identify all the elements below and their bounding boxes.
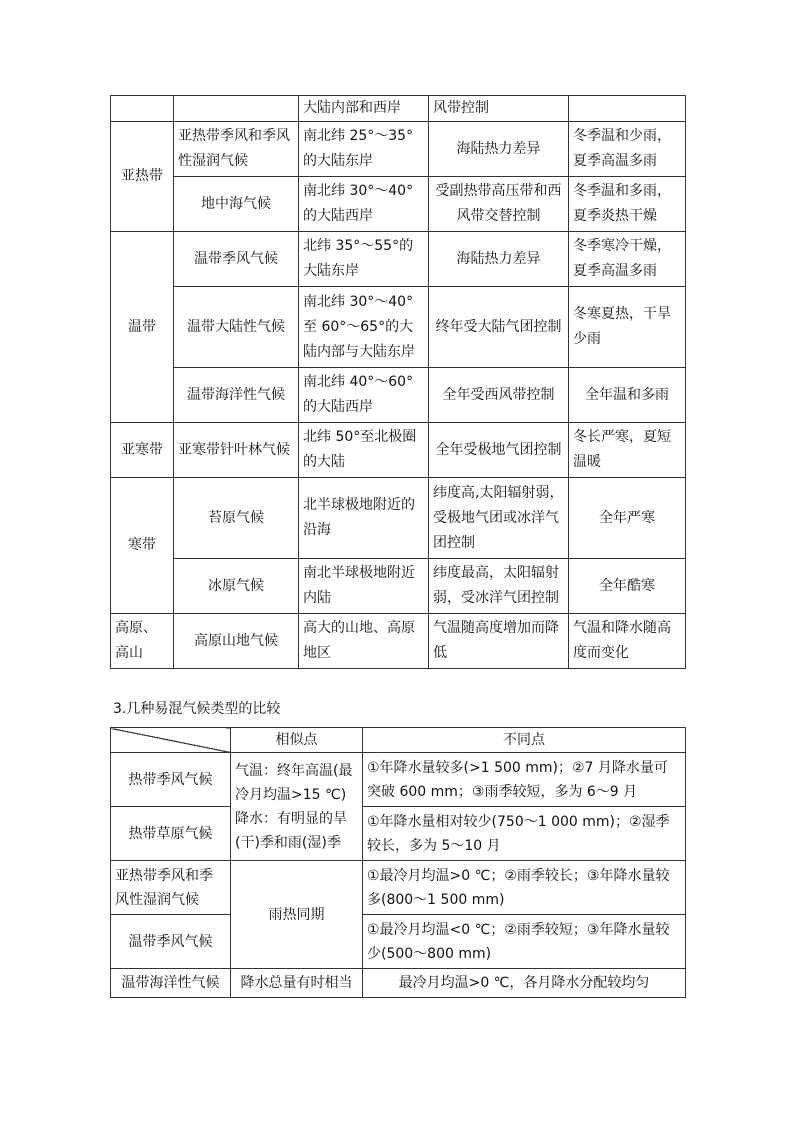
climate-cause: 全年受西风带控制 bbox=[429, 368, 569, 423]
table-cell: 风带控制 bbox=[429, 96, 569, 122]
table-row bbox=[111, 969, 686, 998]
column-header-different: 不同点 bbox=[363, 728, 686, 753]
climate-features: 冬季温和多雨，夏季炎热干燥 bbox=[569, 177, 686, 232]
table-row bbox=[111, 807, 686, 861]
climate-name: 温带海洋性气候 bbox=[174, 368, 299, 423]
climate-features: 全年严寒 bbox=[569, 478, 686, 559]
climate-distribution: 南北纬 40°～60°的大陆西岸 bbox=[299, 368, 429, 423]
climate-features: 全年温和多雨 bbox=[569, 368, 686, 423]
table-row bbox=[111, 478, 686, 559]
climate-name: 亚热带季风和季风性湿润气候 bbox=[111, 861, 231, 915]
climate-features: 全年酷寒 bbox=[569, 559, 686, 614]
climate-name: 亚热带季风和季风性湿润气候 bbox=[174, 122, 299, 177]
climate-cause: 全年受极地气团控制 bbox=[429, 423, 569, 478]
climate-cause: 受副热带高压带和西风带交替控制 bbox=[429, 177, 569, 232]
climate-distribution: 南北半球极地附近内陆 bbox=[299, 559, 429, 614]
climate-types-table bbox=[110, 95, 686, 669]
different-points: ①年降水量相对较少(750～1 000 mm)；②湿季较长，多为 5～10 月 bbox=[363, 807, 686, 861]
table-row bbox=[111, 559, 686, 614]
climate-name: 热带草原气候 bbox=[111, 807, 231, 861]
climate-cause: 纬度最高，太阳辐射弱，受冰洋气团控制 bbox=[429, 559, 569, 614]
climate-name: 冰原气候 bbox=[174, 559, 299, 614]
table-row bbox=[111, 232, 686, 287]
comparison-table bbox=[110, 727, 686, 998]
zone-label-highland: 高原、高山 bbox=[111, 614, 174, 669]
similar-points: 降水总量有时相当 bbox=[231, 969, 363, 998]
climate-distribution: 北半球极地附近的沿海 bbox=[299, 478, 429, 559]
climate-distribution: 南北纬 30°～40°的大陆西岸 bbox=[299, 177, 429, 232]
zone-label-frigid: 寒带 bbox=[111, 478, 174, 614]
table-row bbox=[111, 287, 686, 368]
different-points: ①最冷月均温<0 ℃；②雨季较短；③年降水量较少(500～800 mm) bbox=[363, 915, 686, 969]
table-row bbox=[111, 122, 686, 177]
table-row bbox=[111, 915, 686, 969]
climate-features: 气温和降水随高度而变化 bbox=[569, 614, 686, 669]
table-row bbox=[111, 177, 686, 232]
table-cell bbox=[111, 96, 174, 122]
table-cell: 大陆内部和西岸 bbox=[299, 96, 429, 122]
table-row bbox=[111, 368, 686, 423]
similar-points: 气温：终年高温(最冷月均温>15 ℃)降水：有明显的旱(干)季和雨(湿)季 bbox=[231, 753, 363, 861]
diagonal-header-cell bbox=[111, 728, 231, 753]
climate-distribution: 南北纬 25°～35°的大陆东岸 bbox=[299, 122, 429, 177]
column-header-similar: 相似点 bbox=[231, 728, 363, 753]
different-points: 最冷月均温>0 ℃，各月降水分配较均匀 bbox=[363, 969, 686, 998]
climate-name: 温带季风气候 bbox=[174, 232, 299, 287]
climate-name: 温带大陆性气候 bbox=[174, 287, 299, 368]
climate-distribution: 南北纬 30°～40°至 60°～65°的大陆内部与大陆东岸 bbox=[299, 287, 429, 368]
climate-cause: 纬度高,太阳辐射弱，受极地气团或冰洋气团控制 bbox=[429, 478, 569, 559]
climate-name: 热带季风气候 bbox=[111, 753, 231, 807]
zone-label-subarctic: 亚寒带 bbox=[111, 423, 174, 478]
climate-name: 地中海气候 bbox=[174, 177, 299, 232]
table-row bbox=[111, 753, 686, 807]
climate-features: 冬季寒冷干燥，夏季高温多雨 bbox=[569, 232, 686, 287]
section-title: 3.几种易混气候类型的比较 bbox=[113, 701, 281, 717]
climate-name: 温带海洋性气候 bbox=[111, 969, 231, 998]
climate-name: 高原山地气候 bbox=[174, 614, 299, 669]
climate-name: 苔原气候 bbox=[174, 478, 299, 559]
climate-cause: 气温随高度增加而降低 bbox=[429, 614, 569, 669]
climate-cause: 海陆热力差异 bbox=[429, 232, 569, 287]
table-header-row bbox=[111, 728, 686, 753]
table-row bbox=[111, 423, 686, 478]
climate-features: 冬寒夏热，干旱少雨 bbox=[569, 287, 686, 368]
similar-points: 雨热同期 bbox=[231, 861, 363, 969]
table-cell bbox=[569, 96, 686, 122]
climate-distribution: 北纬 35°～55°的大陆东岸 bbox=[299, 232, 429, 287]
zone-label-temperate: 温带 bbox=[111, 232, 174, 423]
different-points: ①最冷月均温>0 ℃；②雨季较长；③年降水量较多(800～1 500 mm) bbox=[363, 861, 686, 915]
different-points: ①年降水量较多(>1 500 mm)；②7 月降水量可突破 600 mm；③雨季较短，多为 6～9 月 bbox=[363, 753, 686, 807]
climate-cause: 海陆热力差异 bbox=[429, 122, 569, 177]
table-row bbox=[111, 861, 686, 915]
climate-cause: 终年受大陆气团控制 bbox=[429, 287, 569, 368]
table-row bbox=[111, 96, 686, 122]
zone-label-subtropical: 亚热带 bbox=[111, 122, 174, 232]
climate-distribution: 高大的山地、高原地区 bbox=[299, 614, 429, 669]
table-row bbox=[111, 614, 686, 669]
climate-distribution: 北纬 50°至北极圈的大陆 bbox=[299, 423, 429, 478]
climate-features: 冬长严寒，夏短温暖 bbox=[569, 423, 686, 478]
climate-features: 冬季温和少雨，夏季高温多雨 bbox=[569, 122, 686, 177]
climate-name: 温带季风气候 bbox=[111, 915, 231, 969]
table-cell bbox=[174, 96, 299, 122]
climate-name: 亚寒带针叶林气候 bbox=[174, 423, 299, 478]
